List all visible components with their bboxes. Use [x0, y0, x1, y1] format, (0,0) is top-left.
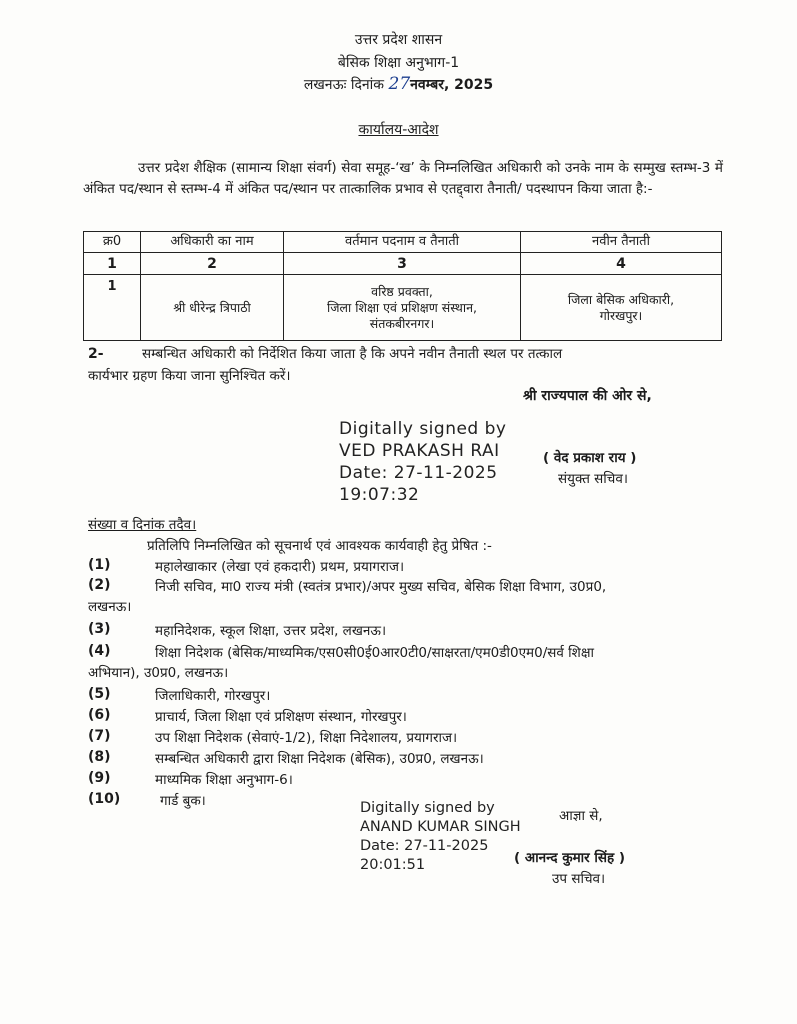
list-item: गार्ड बुक।: [160, 793, 206, 809]
list-item: उप शिक्षा निदेशक (सेवाएं-1/2), शिक्षा निदेशालय, प्रयागराज।: [155, 730, 458, 746]
list-item-num: (6): [88, 707, 111, 723]
intro-paragraph: उत्तर प्रदेश शैक्षिक (सामान्य शिक्षा संवर्ग) सेवा समूह-‘ख’ के निम्नलिखित अधिकारी को उनके नाम के सम्मुख स्तम्भ-3 में अंकित पद/स्थान से स्तम्भ-4 में अंकित पद/स्थान पर तात्कालिक प्रभाव से एतद्द्वारा तैनाती/ पदस्थापन किया जाता है:-: [83, 160, 723, 197]
signature2-signer: ANAND KUMAR SINGH: [360, 819, 521, 835]
list-item-cont: लखनऊ।: [88, 599, 132, 615]
para2-number: 2-: [88, 346, 104, 362]
signature1-name-hindi: ( वेद प्रकाश राय ): [543, 450, 637, 466]
order-title: कार्यालय-आदेश: [358, 122, 439, 138]
col-num: 4: [521, 253, 722, 275]
endorsement-intro: प्रतिलिपि निम्नलिखित को सूचनार्थ एवं आवश्यक कार्यवाही हेतु प्रेषित :-: [147, 538, 492, 554]
col-header-name: अधिकारी का नाम: [141, 232, 284, 253]
new-posting-line: जिला बेसिक अधिकारी,: [567, 291, 675, 307]
list-item-num: (1): [88, 557, 111, 573]
list-item-num: (2): [88, 577, 111, 593]
col-header-sno: क्र0: [84, 232, 141, 253]
signature2-time: 20:01:51: [360, 857, 426, 873]
signature1-time: 19:07:32: [339, 485, 420, 505]
new-posting-line: गोरखपुर।: [599, 307, 643, 323]
list-item: माध्यमिक शिक्षा अनुभाग-6।: [155, 772, 293, 788]
signature1-line: Digitally signed by: [339, 419, 507, 439]
list-item: शिक्षा निदेशक (बेसिक/माध्यमिक/एस0सी0ई0आर0टी0/साक्षरता/एम0डी0एम0/सर्व शिक्षा: [155, 645, 595, 661]
list-item-cont: अभियान), उ0प्र0, लखनऊ।: [88, 665, 229, 681]
current-posting-line: वरिष्ठ प्रवक्ता,: [371, 283, 433, 299]
date-month-year: नवम्बर, 2025: [410, 77, 494, 93]
col-num: 3: [284, 253, 521, 275]
list-item-num: (8): [88, 749, 111, 765]
list-item: प्राचार्य, जिला शिक्षा एवं प्रशिक्षण संस्थान, गोरखपुर।: [155, 709, 407, 725]
para2-line1: सम्बन्धित अधिकारी को निर्देशित किया जाता है कि अपने नवीन तैनाती स्थल पर तत्काल: [142, 346, 563, 362]
list-item-num: (7): [88, 728, 111, 744]
list-item: निजी सचिव, मा0 राज्य मंत्री (स्वतंत्र प्रभार)/अपर मुख्य सचिव, बेसिक शिक्षा विभाग, उ0प्र0,: [155, 579, 607, 595]
list-item-num: (4): [88, 643, 111, 659]
col-header-new: नवीन तैनाती: [521, 232, 722, 253]
col-num: 2: [141, 253, 284, 275]
signature1-signer: VED PRAKASH RAI: [339, 441, 500, 461]
on-behalf-text: श्री राज्यपाल की ओर से,: [523, 388, 652, 404]
row-current-posting: [284, 275, 521, 341]
list-item: जिलाधिकारी, गोरखपुर।: [155, 688, 271, 704]
signature1-block: [339, 418, 506, 506]
row-sno: 1: [84, 275, 141, 341]
current-posting-line: संतकबीरनगर।: [369, 315, 435, 331]
signature2-name-hindi: ( आनन्द कुमार सिंह ): [514, 850, 626, 866]
list-item: महानिदेशक, स्कूल शिक्षा, उत्तर प्रदेश, लखनऊ।: [155, 623, 387, 639]
signature2-line: Digitally signed by: [360, 800, 495, 816]
govt-name: उत्तर प्रदेश शासन: [354, 32, 443, 48]
table-colnum-row: [84, 253, 722, 275]
list-item-num: (3): [88, 621, 111, 637]
list-item-num: (9): [88, 770, 111, 786]
signature2-block: [360, 799, 521, 875]
signature2-by-order: आज्ञा से,: [559, 808, 603, 824]
date-place: लखनऊः दिनांक: [303, 77, 385, 93]
table-row: [84, 275, 722, 341]
list-item-num: (5): [88, 686, 111, 702]
table-header-row: [84, 232, 722, 253]
endorsement-heading: संख्या व दिनांक तदैव।: [88, 517, 197, 533]
signature2-date: Date: 27-11-2025: [360, 838, 489, 854]
row-officer-name: श्री धीरेन्द्र त्रिपाठी: [141, 275, 284, 341]
signature1-designation: संयुक्त सचिव।: [558, 471, 628, 487]
row-new-posting: [521, 275, 722, 341]
signature2-designation: उप सचिव।: [552, 871, 606, 887]
list-item: महालेखाकार (लेखा एवं हकदारी) प्रथम, प्रयागराज।: [155, 559, 405, 575]
list-item-num: (10): [88, 791, 121, 807]
section-name: बेसिक शिक्षा अनुभाग-1: [337, 55, 460, 71]
posting-table: [83, 231, 722, 341]
col-header-current: वर्तमान पदनाम व तैनाती: [284, 232, 521, 253]
para2-line2: कार्यभार ग्रहण किया जाना सुनिश्चित करें।: [88, 368, 291, 384]
signature1-date: Date: 27-11-2025: [339, 463, 498, 483]
col-num: 1: [84, 253, 141, 275]
current-posting-line: जिला शिक्षा एवं प्रशिक्षण संस्थान,: [327, 299, 477, 315]
date-day-handwritten: 27: [388, 74, 411, 94]
list-item: सम्बन्धित अधिकारी द्वारा शिक्षा निदेशक (बेसिक), उ0प्र0, लखनऊ।: [155, 751, 484, 767]
date-line: [0, 74, 797, 94]
